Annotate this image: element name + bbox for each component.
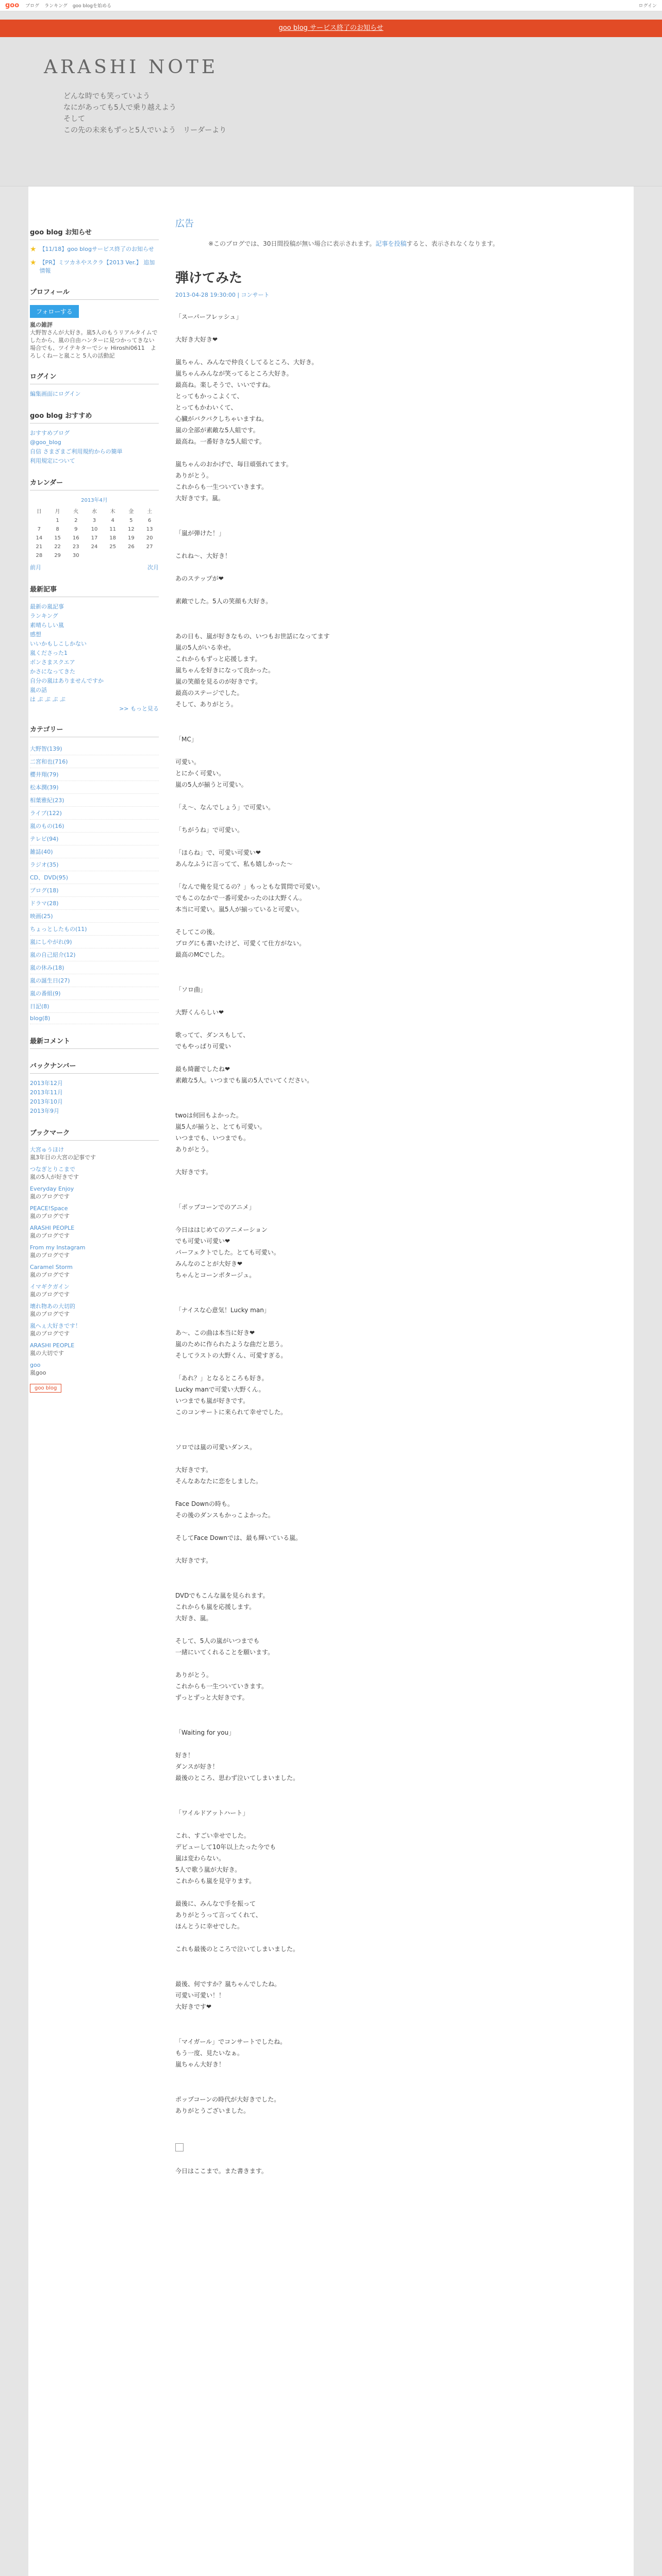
- profile-name: 嵐の雑評: [30, 321, 53, 328]
- backnumber-link[interactable]: 2013年11月: [30, 1089, 63, 1096]
- recent-post-link[interactable]: いいかもしこしかない: [30, 640, 87, 647]
- post-paragraph: 「ソロ曲」 大野くんらしい❤ 歌ってて、ダンスもして、 でもやっぱり可愛い 最も綺麗でしたね❤ 素敵な5人。いつまでも嵐の5人でいてください。: [175, 986, 313, 1084]
- calendar-dow: 金: [128, 509, 134, 515]
- site-description: どんな時でも笑っていよう なにがあっても5人で乗り越えよう そして この先の未来もずっと5人でいよう リーダーより: [63, 92, 227, 134]
- calendar-day: 25: [109, 544, 117, 550]
- bookmark-name[interactable]: 大宮ゅうほけ: [30, 1146, 64, 1153]
- star-icon: ★: [30, 259, 37, 267]
- bookmark-name[interactable]: goo: [30, 1362, 41, 1368]
- follow-button[interactable]: フォローする: [30, 305, 79, 318]
- post-paragraph: 「スーパーフレッシュ」 大好き大好き❤ 嵐ちゃん、みんなで仲良くしてるところ、大好き。 嵐ちゃんみんなが笑ってるところ大好き。 最高ね。楽しそうで、いいですね。 とってもかっこよくて、 とってもかわいくて、 心臓がバクバクしちゃいますね。 嵐の全部が素敵な5人組です。 最高ね。一番好きな5人組です。 嵐ちゃんのおかげで、毎日頑張れてます。 ありがとう。 これからも一生ついていきます。 大好きです。嵐。: [175, 313, 318, 502]
- post-paragraph: 「ナイスな心意気！Lucky man」 あ〜、この曲は本当に好き❤ 嵐のために作られたような曲だと思う。 そしてラストの大野くん、可愛すぎる。 「あれ？」となるところも好き。 Lucky manで可愛い大野くん。 いつまでも嵐が好きです。 このコンサートに来られて幸せでした。: [175, 1307, 287, 1416]
- calendar-heading: カレンダー: [30, 477, 159, 490]
- nav-item-blog[interactable]: ブログ: [25, 4, 40, 9]
- category-link[interactable]: 大野智(139): [30, 742, 159, 755]
- bookmark-item[interactable]: [30, 1224, 159, 1240]
- notice-heading: goo blog お知らせ: [30, 227, 159, 240]
- calendar-dow: 日: [36, 509, 42, 515]
- notice-post: すると、表示されなくなります。: [406, 240, 499, 247]
- bookmark-desc: 嵐3年目の大宮の記事です: [30, 1154, 96, 1161]
- calendar-day: 6: [147, 518, 152, 523]
- backnumber-link[interactable]: 2013年12月: [30, 1080, 63, 1087]
- inactive-notice: [175, 239, 598, 248]
- post-paragraph: 「MC」 可愛い。 とにかく可愛い。 嵐の5人が揃うと可愛い。 「え〜、なんでしょう」で可愛い。 「ちがうね」で可愛い。 「ほらね」で、可愛い可愛い❤ あんなふうに言ってて、私も嬉しかった〜 「なんで俺を見てるの？」もっともな質問で可愛い。 でもこのなかで一番可愛かったのは大野くん。 本当に可愛い。嵐5人が揃っていると可愛い。 そしてこの後。 ブログにも書いたけど、可愛くて仕方がない。 最高のMCでした。: [175, 736, 324, 958]
- calendar-day: [85, 551, 104, 560]
- category-link[interactable]: 嵐の休み(18): [30, 961, 159, 974]
- bookmark-heading: ブックマーク: [30, 1127, 159, 1141]
- category-link[interactable]: ラジオ(35): [30, 858, 159, 871]
- backnumber-link[interactable]: 2013年9月: [30, 1108, 59, 1114]
- calendar-day: 30: [72, 553, 79, 558]
- notice-item[interactable]: [30, 259, 159, 275]
- bookmark-name[interactable]: イマギクガイン: [30, 1283, 70, 1290]
- bookmark-item[interactable]: [30, 1322, 159, 1337]
- sidebar: [30, 227, 159, 1404]
- calendar-day: 12: [128, 527, 135, 532]
- bookmark-name[interactable]: 壊れ物あの大切的: [30, 1303, 75, 1310]
- backnumber-section: [30, 1060, 159, 1116]
- bookmark-desc: 嵐のブログです: [30, 1330, 70, 1337]
- recent-post-link[interactable]: は ぷ ぷ ぷ ぷ: [30, 696, 65, 703]
- bookmark-name[interactable]: 嵐へぇ大好きです！: [30, 1323, 81, 1329]
- broken-image-icon: [175, 2143, 184, 2151]
- post-article-link[interactable]: 記事を投稿: [375, 240, 407, 247]
- post-paragraph: ポップコーンの時代が大好きでした。 ありがとうございました。: [175, 2096, 280, 2114]
- backnumber-link[interactable]: 2013年10月: [30, 1098, 63, 1105]
- calendar-day: 23: [72, 544, 79, 550]
- recent-post-link[interactable]: ランキング: [30, 613, 58, 619]
- calendar-dow: 土: [147, 509, 153, 515]
- recent-comments-section: [30, 1036, 159, 1049]
- category-link[interactable]: ちょっとしたもの(11): [30, 923, 159, 936]
- calendar-day: 22: [54, 544, 61, 550]
- bookmark-item[interactable]: [30, 1244, 159, 1259]
- recent-posts-section: [30, 584, 159, 713]
- category-link[interactable]: CD、DVD(95): [30, 871, 159, 884]
- bookmark-item[interactable]: [30, 1361, 159, 1377]
- calendar-day: 29: [54, 553, 61, 558]
- recent-post-link[interactable]: かさになってきた: [30, 668, 75, 675]
- post-paragraph: 「嵐が弾けた！」 これね〜、大好き！ あのステップが❤ 素敵でした。5人の笑顔も大好き。: [175, 530, 272, 605]
- post-paragraph: 「マイガール」でコンサートでしたね。 もう一度、見たいなぁ。 嵐ちゃん大好き！: [175, 2038, 287, 2068]
- calendar-day: 1: [56, 518, 59, 523]
- bookmark-item[interactable]: [30, 1165, 159, 1181]
- login-link[interactable]: ログイン: [638, 4, 657, 9]
- calendar-day: 24: [91, 544, 98, 550]
- calendar-day: 15: [54, 535, 61, 541]
- bookmark-desc: 嵐のブログです: [30, 1291, 70, 1298]
- bookmark-desc: 嵐goo: [30, 1369, 46, 1376]
- calendar-day: [122, 551, 141, 560]
- calendar-section: [30, 477, 159, 572]
- calendar-dow: 火: [73, 509, 79, 515]
- calendar-day: [140, 551, 159, 560]
- post-date[interactable]: 2013-04-28 19:30:00 | コンサート: [175, 292, 270, 298]
- calendar-dow: 木: [110, 509, 115, 515]
- calendar-next[interactable]: 次月: [147, 564, 159, 571]
- recent-post-link[interactable]: ボンさまスクエア: [30, 659, 75, 666]
- bookmark-desc: 嵐の大切です: [30, 1350, 64, 1357]
- post-paragraph: DVDでもこんな嵐を見られます。 これからも嵐を応援します。 大好き、嵐。 そして、5人の嵐がいつまでも 一緒にいてくれることを願います。 ありがとう。 これからも一生ついていきます。 ずっとずっと大好きです。: [175, 1592, 274, 1701]
- post-paragraph: 「ポップコーンでのアニメ」 今日ははじめてのアニメーション でも可愛い可愛い❤ パーフェクトでした。とても可愛い。 みんなのことが大好き❤ ちゃんとコーンポタージュ。: [175, 1204, 280, 1279]
- category-link[interactable]: 嵐の誕生日(27): [30, 974, 159, 987]
- calendar-day: 26: [128, 544, 135, 550]
- calendar-month: 2013年4月: [81, 498, 108, 503]
- site-title[interactable]: ARASHI NOTE: [44, 57, 219, 78]
- bookmark-item[interactable]: [30, 1263, 159, 1279]
- bookmark-desc: 嵐の5人が好きです: [30, 1174, 79, 1180]
- recent-comments-heading: 最新コメント: [30, 1036, 159, 1049]
- osusume-extra-link[interactable]: 利用規定について: [30, 457, 75, 464]
- profile-section: [30, 286, 159, 360]
- calendar-dow: 月: [55, 509, 60, 515]
- calendar-day: 14: [36, 535, 43, 541]
- category-section: [30, 724, 159, 1024]
- bookmark-item[interactable]: [30, 1146, 159, 1161]
- calendar-week: [30, 534, 159, 543]
- category-link[interactable]: 二宮和也(716): [30, 755, 159, 768]
- twitter-link[interactable]: @goo_blog: [30, 439, 61, 446]
- bookmark-item[interactable]: [30, 1283, 159, 1298]
- calendar-day: 28: [36, 553, 43, 558]
- calendar-day: [104, 551, 122, 560]
- calendar-day: 20: [146, 535, 153, 541]
- bookmark-name[interactable]: PEACE!Space: [30, 1205, 68, 1212]
- calendar-day: 18: [109, 535, 117, 541]
- recent-post-link[interactable]: 最新の嵐記事: [30, 603, 64, 610]
- top-nav: [25, 2, 111, 9]
- category-link[interactable]: 日記(8): [30, 1000, 159, 1013]
- bookmark-desc: 嵐のブログです: [30, 1252, 70, 1259]
- recent-post-link[interactable]: 嵐くださった1: [30, 650, 68, 656]
- calendar-week: [30, 551, 159, 560]
- main-content: [175, 216, 598, 2177]
- post-paragraph: 今日はここまで。また書きます。: [175, 2167, 268, 2175]
- nav-item-start[interactable]: goo blogを始める: [72, 4, 111, 9]
- login-section: [30, 371, 159, 399]
- category-link[interactable]: blog(8): [30, 1013, 159, 1024]
- notice-text[interactable]: 【11/18】goo blogサービス終了のお知らせ: [39, 246, 154, 252]
- bookmark-desc: 嵐のブログです: [30, 1311, 70, 1317]
- calendar-week: [30, 525, 159, 534]
- recent-post-link[interactable]: 嵐の話: [30, 687, 47, 693]
- bookmark-item[interactable]: [30, 1185, 159, 1200]
- calendar-week: [30, 543, 159, 551]
- ad-label: 広告: [175, 218, 194, 229]
- post-paragraph: 「ワイルドアットハート」 これ、すごい幸せでした。 デビューして10年以上たった今でも 嵐は変わらない。 5人で歌う嵐が大好き。 これからも嵐を見守ります。 最後に、みんなで手を振って ありがとうって言ってくれて、 ほんとうに幸せでした。 これも最後のところで泣いてしまいました。: [175, 1809, 299, 1953]
- recent-more-link[interactable]: >> もっと見る: [119, 705, 159, 712]
- banner-text[interactable]: goo blog サービス終了のお知らせ: [278, 24, 384, 32]
- post-paragraph: 最後、何ですか？嵐ちゃんでしたね。 可愛い可愛い！！ 大好きです❤: [175, 1980, 281, 2010]
- calendar-day: 2: [74, 518, 78, 523]
- calendar-day: 16: [72, 535, 79, 541]
- calendar-day: 11: [109, 527, 117, 532]
- calendar-day: [30, 516, 48, 525]
- bookmark-name[interactable]: From my Instagram: [30, 1244, 86, 1251]
- login-heading: ログイン: [30, 371, 159, 384]
- calendar-week: [30, 516, 159, 525]
- goo-logo[interactable]: goo: [5, 2, 20, 9]
- post-paragraph: ソロでは嵐の可愛いダンス。 大好きです。 そんなあなたに恋をしました。 Face Downの時も。 その後のダンスもかっこよかった。 そしてFace Downでは、最も輝いている嵐。 大好きです。: [175, 1444, 302, 1564]
- calendar-day: 27: [146, 544, 153, 550]
- osusume-extra-link[interactable]: 自信 さまざまご利用規約からの簡単: [30, 448, 123, 455]
- category-link[interactable]: ライブ(122): [30, 807, 159, 820]
- notice-text[interactable]: 【PR】ミツカネやスクラ【2013 Ver.】 追加情報: [39, 259, 155, 274]
- bookmark-desc: 嵐のブログです: [30, 1193, 70, 1200]
- bookmark-name[interactable]: ARASHI PEOPLE: [30, 1342, 75, 1349]
- bookmark-item[interactable]: [30, 1205, 159, 1220]
- bookmark-desc: 嵐のブログです: [30, 1272, 70, 1278]
- category-link[interactable]: 嵐の自己紹介(12): [30, 948, 159, 961]
- calendar-day: 21: [36, 544, 43, 550]
- bookmark-item[interactable]: [30, 1342, 159, 1357]
- notice-item[interactable]: [30, 245, 159, 253]
- osusume-item[interactable]: おすすめブログ: [30, 430, 70, 436]
- category-link[interactable]: 櫻井翔(79): [30, 768, 159, 781]
- category-link[interactable]: 嵐にしやがれ(9): [30, 936, 159, 948]
- bookmark-name[interactable]: Everyday Enjoy: [30, 1185, 74, 1192]
- calendar-day: 4: [111, 518, 114, 523]
- notice-section: [30, 227, 159, 275]
- calendar-day: 8: [56, 527, 59, 532]
- bookmark-name[interactable]: つなぎとりこまで: [30, 1166, 75, 1173]
- admin-login-link[interactable]: 編集画面にログイン: [30, 391, 81, 397]
- calendar-nav: [30, 563, 159, 572]
- calendar-day: 5: [129, 518, 133, 523]
- recent-posts-heading: 最新記事: [30, 584, 159, 597]
- post-paragraph: twoは何回もよかった。 嵐5人が揃うと、とても可愛い。 いつまでも、いつまでも。 ありがとう。 大好きです。: [175, 1112, 266, 1176]
- backnumber-heading: バックナンバー: [30, 1060, 159, 1074]
- osusume-heading: goo blog おすすめ: [30, 410, 159, 423]
- notice-pre: ※このブログでは、30日間投稿が無い場合に表示されます。: [208, 240, 376, 247]
- calendar-dow: 水: [91, 509, 97, 515]
- post-paragraph: あの日も、嵐が好きなもの、いつもお世話になってます 嵐の5人がいる幸せ。 これからもずっと応援します。 嵐ちゃんを好きになって良かった。 嵐の笑顔を見るのが好きです。 最高のステージでした。 そして、ありがとう。: [175, 633, 330, 708]
- bookmark-name[interactable]: ARASHI PEOPLE: [30, 1225, 75, 1231]
- calendar-day: 7: [37, 527, 41, 532]
- calendar-prev[interactable]: 前月: [30, 564, 41, 571]
- calendar-day: 13: [146, 527, 153, 532]
- service-end-banner[interactable]: [0, 20, 662, 37]
- profile-heading: プロフィール: [30, 286, 159, 300]
- category-link[interactable]: テレビ(94): [30, 833, 159, 845]
- category-link[interactable]: ドラマ(28): [30, 897, 159, 910]
- calendar-table: [30, 505, 159, 560]
- bookmark-section: [30, 1127, 159, 1393]
- calendar-day: 19: [128, 535, 135, 541]
- category-link[interactable]: 嵐の番組(9): [30, 987, 159, 1000]
- recent-post-link[interactable]: 素晴らしい嵐: [30, 622, 64, 629]
- calendar-dow-row: [30, 505, 159, 516]
- calendar-day: 9: [74, 527, 78, 532]
- calendar-day: 17: [91, 535, 98, 541]
- bookmark-item[interactable]: [30, 1302, 159, 1318]
- category-link[interactable]: 松本潤(39): [30, 781, 159, 794]
- bookmark-desc: 嵐のブログです: [30, 1213, 70, 1219]
- bookmark-name[interactable]: Caramel Storm: [30, 1264, 73, 1270]
- category-link[interactable]: 嵐のもの(16): [30, 820, 159, 833]
- calendar-day: 3: [92, 518, 96, 523]
- recent-post-link[interactable]: 感想: [30, 631, 41, 638]
- goo-blog-badge[interactable]: goo blog: [30, 1384, 61, 1393]
- top-navigation-bar: [0, 0, 662, 11]
- post-title[interactable]: 弾けてみた: [175, 270, 243, 286]
- category-link[interactable]: 相葉雅紀(23): [30, 794, 159, 807]
- calendar-day: 10: [91, 527, 98, 532]
- nav-item-ranking[interactable]: ランキング: [44, 4, 68, 9]
- category-link[interactable]: 雑誌(40): [30, 845, 159, 858]
- category-link[interactable]: ブログ(18): [30, 884, 159, 897]
- star-icon: ★: [30, 245, 37, 253]
- category-heading: カテゴリー: [30, 724, 159, 737]
- post-paragraph: 「Waiting for you」 好き！ ダンスが好き！ 最後のところ、思わず泣いてしまいました。: [175, 1729, 300, 1782]
- bookmark-desc: 嵐のブログです: [30, 1232, 70, 1239]
- osusume-section: [30, 410, 159, 466]
- category-link[interactable]: 映画(25): [30, 910, 159, 923]
- profile-text: 大野智さんが大好き。嵐5人のもうリアルタイムでしたから、嵐の自由ハンターに見つかってきない場合でも、ツイテキターでシャ Hiroshi0611 よろしくねーと嵐こと 5人の活動記: [30, 329, 158, 359]
- recent-post-link[interactable]: 自分の嵐はありませんですか: [30, 677, 104, 684]
